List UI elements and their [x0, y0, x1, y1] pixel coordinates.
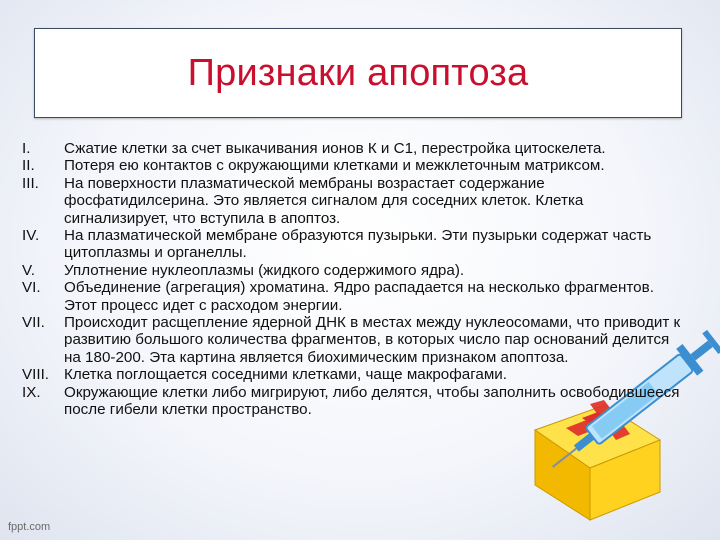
watermark: fppt.com [8, 521, 51, 533]
item-number: V. [22, 261, 35, 279]
item-text: Потеря ею контактов с окружающими клетками и межклеточным матриксом. [64, 157, 605, 175]
item-number: I. [22, 140, 31, 157]
list-item [22, 175, 682, 227]
item-number: III. [22, 174, 39, 192]
list-item [22, 227, 682, 262]
list-item [22, 157, 682, 174]
slide-title: Признаки апоптоза [187, 51, 529, 94]
item-text: Клетка поглощается соседними клетками, чаще макрофагами. [64, 366, 507, 384]
apoptosis-signs-list [22, 140, 682, 419]
item-text: Сжатие клетки за счет выкачивания ионов К и С1, перестройка цитоскелета. [64, 140, 606, 157]
item-text: Окружающие клетки либо мигрируют, либо делятся, чтобы заполнить освободившееся после гибели клетки пространство. [64, 383, 680, 419]
item-text: Происходит расщепление ядерной ДНК в местах между нуклеосомами, что приводит к развитию большого количества фрагментов, в которых число пар оснований делится на 180-200. Эта картина является биохимическим признаком апоптоза. [64, 314, 681, 366]
item-number: VII. [22, 314, 45, 332]
list-item [22, 384, 682, 419]
item-number: IV. [22, 227, 40, 245]
item-number: VIII. [22, 366, 50, 384]
list-item [22, 279, 682, 314]
item-number: II. [22, 157, 35, 175]
item-text: На плазматической мембране образуются пузырьки. Эти пузырьки содержат часть цитоплазмы и органеллы. [64, 227, 652, 262]
list-item [22, 366, 682, 383]
list-item [22, 140, 682, 157]
item-text: Объединение (агрегация) хроматина. Ядро распадается на несколько фрагментов. Этот процесс идет с расходом энергии. [64, 279, 654, 314]
list-item [22, 314, 682, 366]
item-number: IX. [22, 383, 41, 401]
item-number: VI. [22, 279, 41, 297]
title-frame [34, 28, 682, 118]
item-text: На поверхности плазматической мембраны возрастает содержание фосфатидилсерина. Это является сигналом для соседних клеток. Клетка сигнализирует, что вступила в апоптоз. [64, 174, 584, 227]
item-text: Уплотнение нуклеоплазмы (жидкого содержимого ядра). [64, 261, 465, 279]
list-item [22, 262, 682, 279]
